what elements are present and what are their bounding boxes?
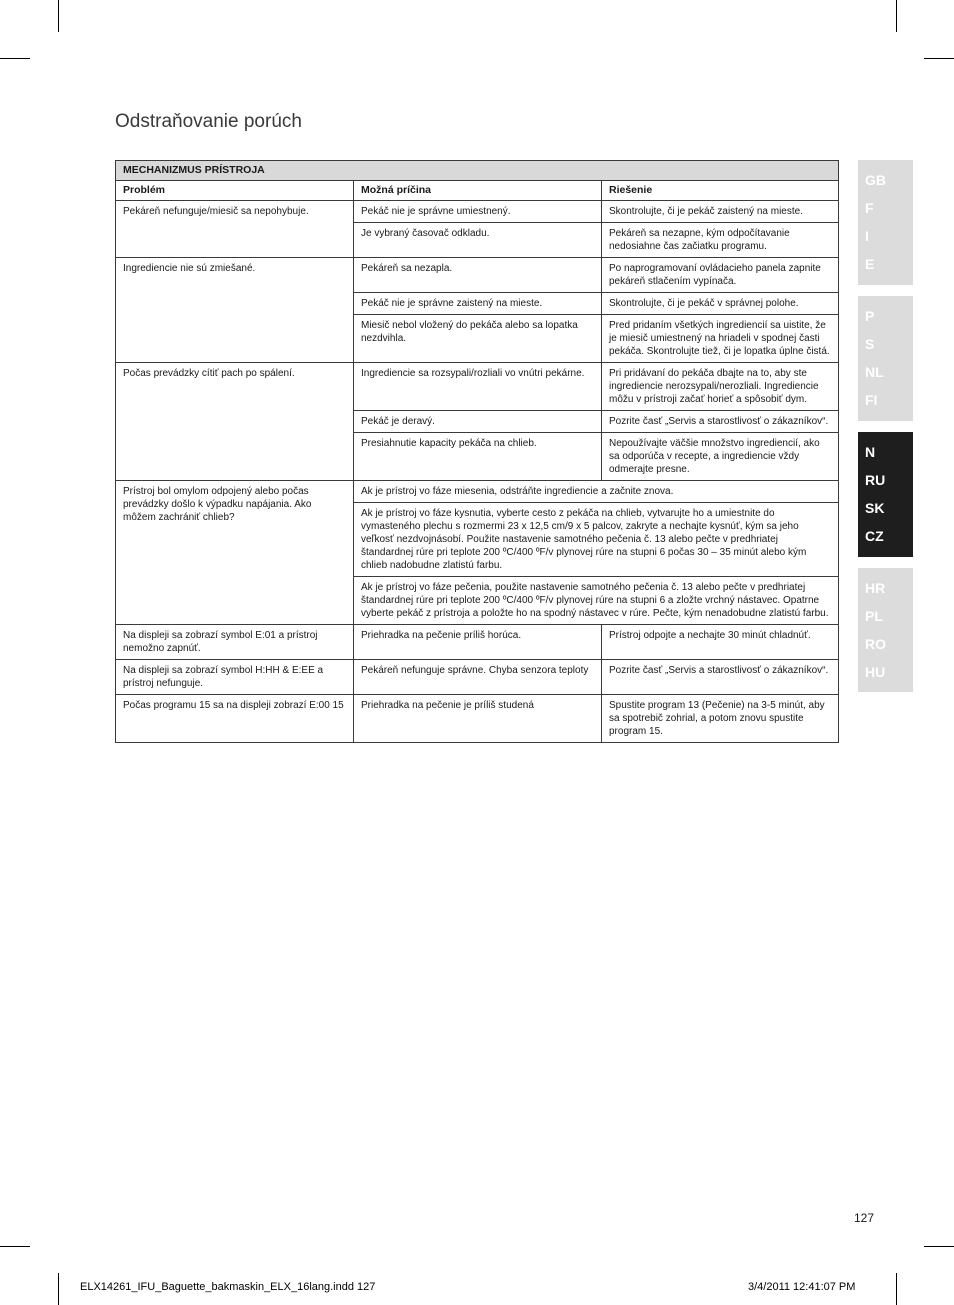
header-cause: Možná príčina — [354, 181, 602, 201]
table-row — [116, 660, 839, 695]
crop-mark — [896, 1273, 897, 1305]
cause-cell: Priehradka na pečenie je príliš studená — [354, 695, 602, 743]
language-tab-f: F — [865, 200, 874, 216]
solution-cell: Nepoužívajte väčšie množstvo ingrediencií, ako sa odporúča v recepte, a ingrediencie vždy odmerajte presne. — [602, 433, 839, 481]
language-tab-cz: CZ — [865, 528, 884, 544]
language-tab-hu: HU — [865, 664, 886, 680]
table-row — [116, 481, 839, 503]
merged-cause-solution-cell: Ak je prístroj vo fáze miesenia, odstráňte ingrediencie a začnite znova. — [354, 481, 839, 503]
solution-cell: Po naprogramovaní ovládacieho panela zapnite pekáreň stlačením vypínača. — [602, 258, 839, 293]
footer-file-info: ELX14261_IFU_Baguette_bakmaskin_ELX_16lang.indd 127 — [80, 1281, 376, 1293]
footer-date: 3/4/2011 12:41:07 PM — [748, 1281, 856, 1293]
section-header-row — [116, 161, 839, 181]
solution-cell: Pozrite časť „Servis a starostlivosť o zákazníkov“. — [602, 660, 839, 695]
crop-mark — [0, 58, 30, 59]
solution-cell: Pozrite časť „Servis a starostlivosť o zákazníkov“. — [602, 411, 839, 433]
solution-cell: Pri pridávaní do pekáča dbajte na to, aby ste ingrediencie nerozsypali/nerozliali. Ingrediencie môžu v prístroji začať horieť a spôsobiť dym. — [602, 363, 839, 411]
language-tab-ru: RU — [865, 472, 886, 488]
column-header-row — [116, 181, 839, 201]
header-problem: Problém — [116, 181, 354, 201]
crop-mark — [924, 58, 954, 59]
crop-mark — [896, 0, 897, 32]
crop-mark — [58, 0, 59, 32]
cause-cell: Pekáč je deravý. — [354, 411, 602, 433]
page-title: Odstraňovanie porúch — [115, 111, 302, 132]
solution-cell: Prístroj odpojte a nechajte 30 minút chladnúť. — [602, 625, 839, 660]
problem-cell: Pekáreň nefunguje/miesič sa nepohybuje. — [116, 201, 354, 258]
language-tab-hr: HR — [865, 580, 886, 596]
header-solution: Riešenie — [602, 181, 839, 201]
solution-cell: Skontrolujte, či je pekáč zaistený na mieste. — [602, 201, 839, 223]
language-tabs-group-1 — [858, 160, 913, 285]
solution-cell: Spustite program 13 (Pečenie) na 3-5 minút, aby sa spotrebič zohrial, a potom znovu spustite program 15. — [602, 695, 839, 743]
problem-cell: Prístroj bol omylom odpojený alebo počas prevádzky došlo k výpadku napájania. Ako môžem zachrániť chlieb? — [116, 481, 354, 625]
table-row — [116, 363, 839, 411]
problem-cell: Na displeji sa zobrazí symbol E:01 a prístroj nemožno zapnúť. — [116, 625, 354, 660]
language-tabs-group-4 — [858, 568, 913, 692]
solution-cell: Pekáreň sa nezapne, kým odpočítavanie nedosiahne čas začiatku programu. — [602, 223, 839, 258]
crop-mark — [0, 1246, 30, 1247]
problem-cell: Počas programu 15 sa na displeji zobrazí E:00 15 — [116, 695, 354, 743]
solution-cell: Skontrolujte, či je pekáč v správnej polohe. — [602, 293, 839, 315]
merged-cause-solution-cell: Ak je prístroj vo fáze kysnutia, vyberte cesto z pekáča na chlieb, vytvarujte ho a umiestnite do vymasteného plechu s rozmermi 23 x 12,5 cm/9 x 5 palcov, zakryte a nechajte kysnúť, kým sa jeho veľkosť nezdvojnásobí. Použite nastavenie samotného pečenia č. 13 alebo pečte v predhriatej štandardnej rúre pri teplote 200 ºC/400 ºF/v plynovej rúre na stupni 6 počas 30 – 35 minút alebo kým chlieb nadobudne zlatistú farbu. — [354, 503, 839, 577]
cause-cell: Pekáreň sa nezapla. — [354, 258, 602, 293]
language-tab-nl: NL — [865, 364, 884, 380]
language-tab-n: N — [865, 444, 876, 460]
cause-cell: Presiahnutie kapacity pekáča na chlieb. — [354, 433, 602, 481]
problem-cell: Na displeji sa zobrazí symbol H:HH & E:EE a prístroj nefunguje. — [116, 660, 354, 695]
cause-cell: Je vybraný časovač odkladu. — [354, 223, 602, 258]
solution-cell: Pred pridaním všetkých ingrediencií sa uistite, že je miesič umiestnený na hriadeli v spodnej časti pekáča. Skontrolujte tiež, či je lopatka úplne čistá. — [602, 315, 839, 363]
troubleshooting-table — [115, 160, 839, 743]
cause-cell: Pekáreň nefunguje správne. Chyba senzora teploty — [354, 660, 602, 695]
section-title: MECHANIZMUS PRÍSTROJA — [116, 161, 839, 181]
table-row — [116, 625, 839, 660]
crop-mark — [924, 1246, 954, 1247]
cause-cell: Pekáč nie je správne umiestnený. — [354, 201, 602, 223]
language-tabs-group-2 — [858, 296, 913, 421]
cause-cell: Ingrediencie sa rozsypali/rozliali vo vnútri pekárne. — [354, 363, 602, 411]
problem-cell: Ingrediencie nie sú zmiešané. — [116, 258, 354, 363]
cause-cell: Miesič nebol vložený do pekáča alebo sa lopatka nezdvihla. — [354, 315, 602, 363]
page-number: 127 — [854, 1211, 875, 1225]
language-tab-sk: SK — [865, 500, 885, 516]
crop-mark — [58, 1273, 59, 1305]
language-tabs-group-3 — [858, 432, 913, 557]
problem-cell: Počas prevádzky cítiť pach po spálení. — [116, 363, 354, 481]
language-tab-gb: GB — [865, 172, 886, 188]
table-row — [116, 258, 839, 293]
cause-cell: Priehradka na pečenie príliš horúca. — [354, 625, 602, 660]
language-tab-i: I — [865, 228, 869, 244]
table-row — [116, 695, 839, 743]
table-row — [116, 201, 839, 223]
cause-cell: Pekáč nie je správne zaistený na mieste. — [354, 293, 602, 315]
language-tab-pl: PL — [865, 608, 883, 624]
merged-cause-solution-cell: Ak je prístroj vo fáze pečenia, použite nastavenie samotného pečenia č. 13 alebo pečte v predhriatej štandardnej rúre pri teplote 200 ºC/400 ºF/v plynovej rúre na stupni 6 a zložte vrchný nástavec. Opatrne vyberte pekáč z prístroja a položte ho na spodný nástavec v rúre. Pečte, kým nenadobudne zlatistú farbu. — [354, 577, 839, 625]
language-tab-ro: RO — [865, 636, 886, 652]
language-tab-e: E — [865, 256, 875, 272]
language-tab-s: S — [865, 336, 875, 352]
language-tab-fi: FI — [865, 392, 878, 408]
language-tab-p: P — [865, 308, 875, 324]
